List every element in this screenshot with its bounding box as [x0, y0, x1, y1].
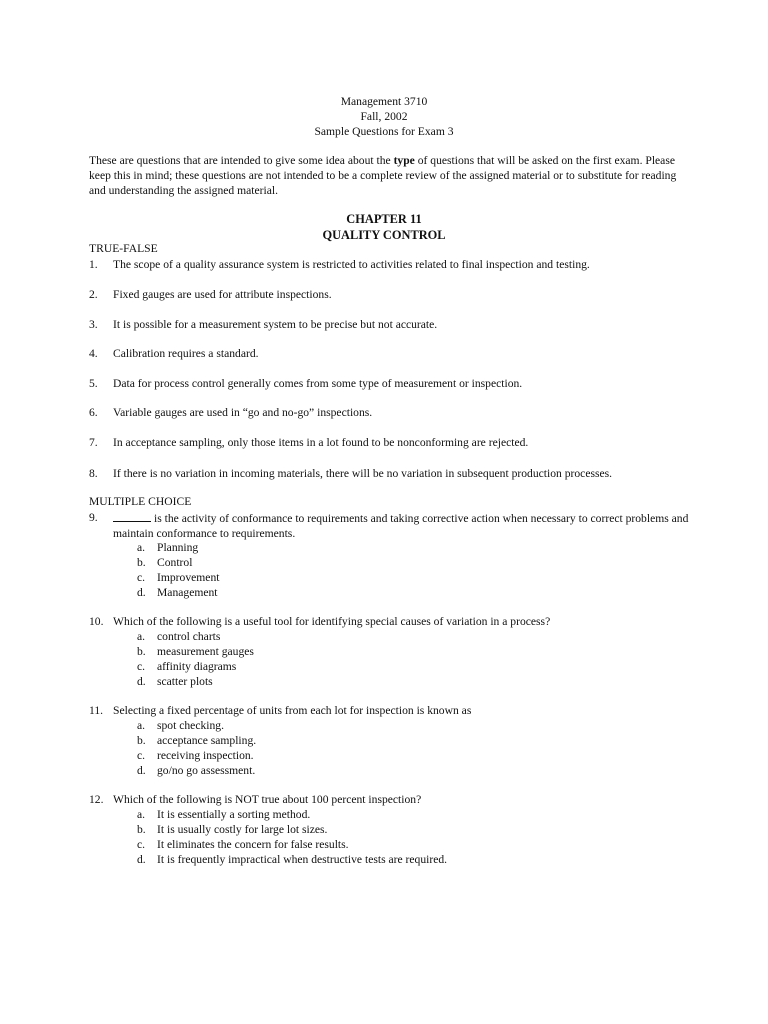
option-letter: a.	[137, 541, 146, 554]
option-text: go/no go assessment.	[157, 764, 256, 777]
option-letter: d.	[137, 586, 146, 599]
option-letter: a.	[137, 630, 146, 643]
chapter-title: QUALITY CONTROL	[322, 228, 446, 242]
question-text: Selecting a fixed percentage of units from each lot for inspection is known as	[113, 704, 472, 717]
option-letter: c.	[137, 660, 146, 673]
option-text: It is essentially a sorting method.	[157, 808, 311, 821]
option-text: Management	[157, 586, 218, 599]
option-text: Control	[157, 556, 193, 569]
question-number: 2.	[89, 288, 98, 301]
option-letter: d.	[137, 764, 146, 777]
question-number: 6.	[89, 406, 98, 419]
intro-paragraph	[89, 153, 689, 198]
true-false-heading: TRUE-FALSE	[89, 242, 158, 255]
question-number: 11.	[89, 704, 104, 717]
question-number: 5.	[89, 377, 98, 390]
option-text: acceptance sampling.	[157, 734, 257, 747]
question-number: 8.	[89, 467, 98, 480]
question-text-body: is the activity of conformance to requirements and taking corrective action when necessary to correct problems and maintain conformance to requirements.	[113, 512, 689, 540]
question-text: Fixed gauges are used for attribute inspections.	[113, 288, 332, 301]
option-letter: c.	[137, 749, 146, 762]
option-text: control charts	[157, 630, 221, 643]
option-letter: b.	[137, 645, 146, 658]
option-letter: b.	[137, 556, 146, 569]
option-text: receiving inspection.	[157, 749, 254, 762]
option-text: affinity diagrams	[157, 660, 237, 673]
intro-text-after: of questions that will be asked on the first exam. Please keep this in mind; these questions are not intended to be a complete review of the assigned material or to substitute for reading and understanding the assigned material.	[89, 154, 677, 197]
option-text: measurement gauges	[157, 645, 254, 658]
intro-emphasis: type	[393, 154, 415, 167]
question-text: Which of the following is NOT true about 100 percent inspection?	[113, 793, 422, 806]
chapter-number: CHAPTER 11	[346, 212, 422, 226]
option-letter: d.	[137, 675, 146, 688]
question-number: 12.	[89, 793, 104, 806]
option-letter: a.	[137, 719, 146, 732]
option-letter: b.	[137, 823, 146, 836]
option-text: scatter plots	[157, 675, 213, 688]
option-letter: c.	[137, 838, 146, 851]
option-letter: c.	[137, 571, 146, 584]
option-text: It is frequently impractical when destructive tests are required.	[157, 853, 448, 866]
question-text: The scope of a quality assurance system is restricted to activities related to final inspection and testing.	[113, 258, 590, 271]
question-number: 3.	[89, 318, 98, 331]
option-letter: b.	[137, 734, 146, 747]
option-text: Improvement	[157, 571, 220, 584]
course-title: Management 3710	[340, 95, 428, 108]
question-number: 9.	[89, 511, 98, 524]
question-text: Data for process control generally comes from some type of measurement or inspection.	[113, 377, 523, 390]
option-text: Planning	[157, 541, 199, 554]
option-text: It eliminates the concern for false results.	[157, 838, 349, 851]
question-text: Which of the following is a useful tool for identifying special causes of variation in a process?	[113, 615, 551, 628]
question-number: 1.	[89, 258, 98, 271]
option-letter: a.	[137, 808, 146, 821]
question-text	[113, 510, 693, 541]
intro-text-before: These are questions that are intended to give some idea about the	[89, 154, 394, 167]
term: Fall, 2002	[360, 110, 408, 123]
question-number: 4.	[89, 347, 98, 360]
multiple-choice-heading: MULTIPLE CHOICE	[89, 495, 192, 508]
option-text: spot checking.	[157, 719, 224, 732]
question-text: If there is no variation in incoming materials, there will be no variation in subsequent production processes.	[113, 467, 613, 480]
answer-blank	[113, 510, 151, 522]
question-text: In acceptance sampling, only those items in a lot found to be nonconforming are rejected.	[113, 436, 529, 449]
question-number: 7.	[89, 436, 98, 449]
question-number: 10.	[89, 615, 104, 628]
question-text: Variable gauges are used in “go and no-go” inspections.	[113, 406, 373, 419]
option-text: It is usually costly for large lot sizes.	[157, 823, 328, 836]
question-text: Calibration requires a standard.	[113, 347, 259, 360]
document-subtitle: Sample Questions for Exam 3	[314, 125, 454, 138]
option-letter: d.	[137, 853, 146, 866]
question-text: It is possible for a measurement system to be precise but not accurate.	[113, 318, 438, 331]
